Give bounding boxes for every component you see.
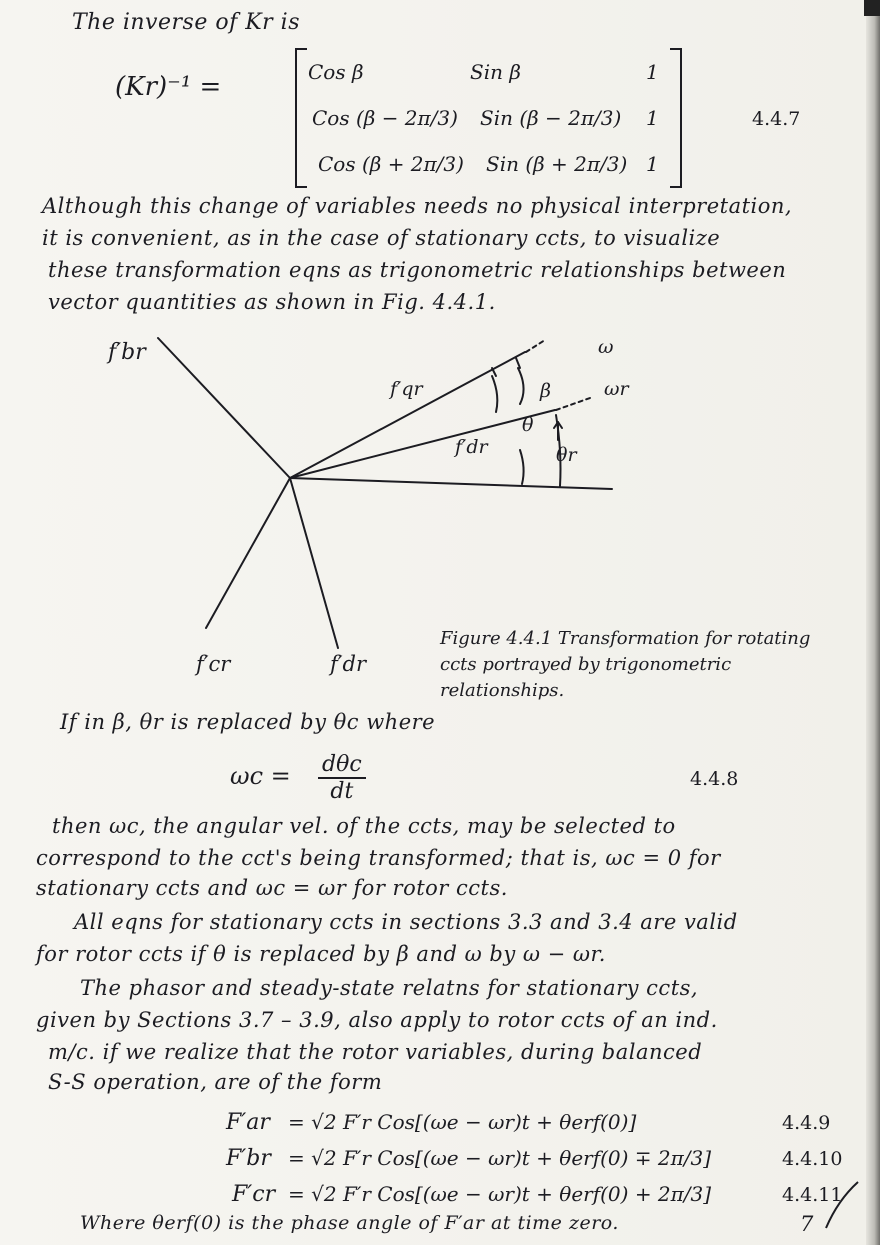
matrix-cell: 1: [646, 152, 659, 176]
paragraph-line: these transformation eqns as trigonometric relationships between: [48, 258, 787, 282]
eq8-denominator: dt: [330, 779, 354, 804]
arrow-head: [516, 358, 520, 368]
paragraph-line: The phasor and steady-state relatns for stationary ccts,: [80, 976, 699, 1000]
paragraph-line: given by Sections 3.7 – 3.9, also apply to rotor ccts of an ind.: [36, 1008, 718, 1032]
paragraph-line: then ωc, the angular vel. of the ccts, may be selected to: [52, 814, 676, 838]
equation-number: 4.4.9: [782, 1112, 831, 1134]
label-fdr: f′dr: [455, 436, 488, 458]
eq9-lhs: F′ar: [226, 1110, 270, 1135]
label-beta: β: [540, 380, 551, 402]
label-fqr: f′qr: [390, 378, 423, 400]
paragraph-line: correspond to the cct's being transformed; that is, ωc = 0 for: [36, 846, 721, 870]
eq8-numerator: dθc: [318, 752, 366, 779]
angle-arc-beta: [518, 368, 524, 404]
matrix-cell: Cos (β − 2π/3): [312, 106, 458, 130]
matrix-cell: Sin (β + 2π/3): [486, 152, 628, 176]
label-fdr-lower: f′dr: [330, 652, 367, 676]
eq11-rhs: = √2 F′r Cos[(ωe − ωr)t + θerf(0) + 2π/3]: [288, 1182, 712, 1206]
footer-line: Where θerf(0) is the phase angle of F′ar at time zero.: [80, 1212, 619, 1234]
paragraph-line: vector quantities as shown in Fig. 4.4.1.: [48, 290, 496, 314]
label-omega-r: ωr: [604, 378, 629, 400]
omega-r-dash: [556, 398, 590, 410]
equation-number: 4.4.7: [752, 108, 801, 130]
eq10-lhs: F′br: [226, 1146, 271, 1171]
reference-axis: [290, 478, 612, 489]
label-omega: ω: [598, 336, 614, 358]
label-theta: θ: [522, 414, 534, 436]
intro-line: The inverse of Kr is: [72, 10, 300, 35]
vector-fbr: [158, 338, 290, 478]
paragraph-line: stationary ccts and ωc = ωr for rotor ccts.: [36, 876, 508, 900]
matrix-cell: Cos β: [308, 60, 364, 84]
eq11-lhs: F′cr: [232, 1182, 276, 1207]
vector-fdr: [290, 410, 555, 478]
paragraph-line: m/c. if we realize that the rotor variables, during balanced: [48, 1040, 703, 1064]
page-number: 7: [800, 1212, 814, 1236]
matrix-cell: 1: [646, 106, 659, 130]
eq9-rhs: = √2 F′r Cos[(ωe − ωr)t + θerf(0)]: [288, 1110, 637, 1134]
paragraph-line: All eqns for stationary ccts in sections 3.3 and 3.4 are valid: [74, 910, 738, 934]
vector-fcr: [206, 478, 290, 628]
equation-number: 4.4.11: [782, 1184, 843, 1206]
paragraph-line: S-S operation, are of the form: [48, 1070, 383, 1094]
text-line: If in β, θr is replaced by θc where: [60, 710, 436, 734]
matrix-cell: 1: [646, 60, 659, 84]
page-corner-mark: [818, 1178, 862, 1238]
matrix-lhs: (Kr)⁻¹ =: [115, 72, 222, 102]
paragraph-line: for rotor ccts if θ is replaced by β and ω by ω − ωr.: [36, 942, 606, 966]
omega-dash: [526, 340, 545, 352]
label-fbr: f′br: [108, 340, 146, 365]
paragraph-line: Although this change of variables needs no physical interpretation,: [42, 194, 793, 218]
figure-caption: Figure 4.4.1 Transformation for rotating ccts portrayed by trigonometric relationships.: [440, 628, 811, 701]
matrix-cell: Sin β: [470, 60, 521, 84]
equation-number: 4.4.8: [690, 768, 739, 790]
equation-number: 4.4.10: [782, 1148, 843, 1170]
eq8-lhs: ωc =: [230, 762, 291, 790]
matrix-cell: Sin (β − 2π/3): [480, 106, 622, 130]
label-fcr: f′cr: [196, 652, 231, 676]
angle-arc-theta: [492, 376, 497, 412]
label-theta-r: θr: [556, 444, 577, 466]
angle-arc-theta-r: [520, 450, 524, 484]
eq8-fraction: [318, 752, 366, 804]
paragraph-line: it is convenient, as in the case of stationary ccts, to visualize: [42, 226, 721, 250]
vector-fqr: [290, 352, 525, 478]
matrix-cell: Cos (β + 2π/3): [318, 152, 464, 176]
vector-fdr-lower: [290, 478, 338, 648]
eq10-rhs: = √2 F′r Cos[(ωe − ωr)t + θerf(0) ∓ 2π/3]: [288, 1146, 712, 1170]
